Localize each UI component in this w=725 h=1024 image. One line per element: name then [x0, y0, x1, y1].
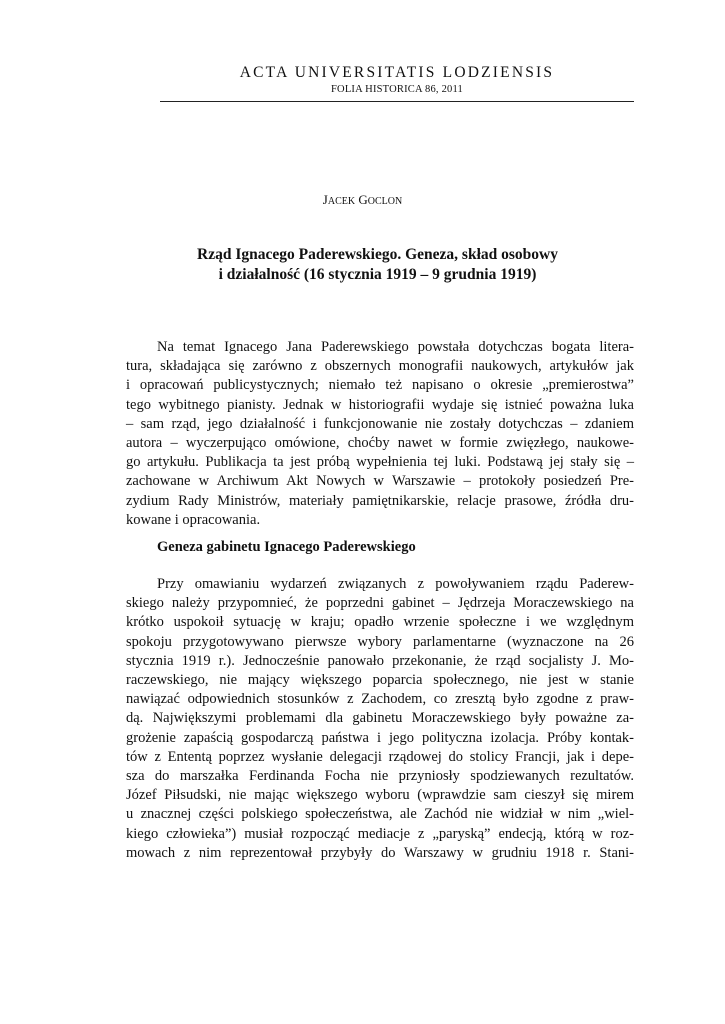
author-last-initial: G: [358, 192, 368, 207]
text-line: mowach z nim reprezentował przybyły do Warszawy w grudniu 1918 r. Stani-: [126, 844, 634, 861]
author-last-rest: OCLON: [367, 196, 403, 207]
text-line: u znacznej części polskiego społeczeństwa, ale Zachód nie widział w nim „wiel-: [126, 806, 634, 823]
author-name: [0, 192, 725, 208]
text-line: spokoju przygotowywano pierwsze wybory parlamentarne (wyznaczone na 26: [126, 633, 634, 650]
text-line: Józef Piłsudski, nie mając większego wyboru (wprawdzie sam cieszył się mirem: [126, 787, 634, 804]
text-line: tego wybitnego pianisty. Jednak w historiografii wydaje się istnieć poważna luka: [126, 396, 634, 413]
text-line: zachowane w Archiwum Akt Nowych w Warszawie – protokoły posiedzeń Pre-: [126, 473, 634, 490]
text-line: grożenie zapaścią gospodarczą państwa i jego polityczna izolacja. Próby kontak-: [126, 729, 634, 746]
paragraph-genesis: [126, 575, 634, 863]
section-heading: Geneza gabinetu Ignacego Paderewskiego: [157, 539, 416, 555]
author-first-initial: J: [322, 192, 328, 207]
journal-series: FOLIA HISTORICA 86, 2011: [331, 84, 463, 95]
article-title: [140, 245, 615, 285]
text-line: stycznia 1919 r.). Jednocześnie panowało przekonanie, że rząd socjalisty J. Mo-: [126, 652, 634, 669]
text-line: dą. Największymi problemami dla gabinetu Moraczewskiego były poważne za-: [126, 710, 634, 727]
text-line: autora – wyczerpująco omówione, choćby nawet w formie zwięzłego, naukowe-: [126, 435, 634, 452]
text-line: raczewskiego, nie mający większego poparcia społecznego, nie jest w stanie: [126, 672, 634, 689]
text-line: Na temat Ignacego Jana Paderewskiego powstała dotychczas bogata litera-: [157, 339, 634, 355]
journal-title: ACTA UNIVERSITATIS LODZIENSIS: [239, 64, 555, 81]
text-line: sza do marszałka Ferdinanda Focha nie przyniosły spodziewanych rezultatów.: [126, 768, 634, 785]
text-line: tura, składająca się zarówno z obszernych monografii naukowych, artykułów jak: [126, 358, 634, 375]
text-line: krótko uspokoił sytuację w kraju; opadło wrzenie społeczne i we względnym: [126, 614, 634, 631]
text-line: nawiązać odpowiednich stosunków z Zachodem, co zresztą było zgodne z praw-: [126, 691, 634, 708]
author-first-rest: ACEK: [327, 196, 356, 207]
title-line-2: i działalność (16 stycznia 1919 – 9 grudnia 1919): [218, 266, 537, 283]
text-line: kowane i opracowania.: [126, 511, 261, 528]
journal-header: [160, 64, 634, 96]
header-rule: [160, 101, 634, 102]
text-line: Przy omawianiu wydarzeń związanych z powoływaniem rządu Paderew-: [157, 576, 634, 592]
text-line: skiego należy przypomnieć, że poprzedni gabinet – Jędrzeja Moraczewskiego na: [126, 595, 634, 612]
text-line: go artykułu. Publikacja ta jest próbą wypełnienia tej luki. Podstawą jej stały się –: [126, 454, 634, 471]
paragraph-intro: [126, 338, 634, 530]
text-line: kiego człowieka”) musiał rozpocząć mediacje z „paryską” endecją, którą w roz-: [126, 825, 634, 842]
title-line-1: Rząd Ignacego Paderewskiego. Geneza, skład osobowy: [197, 246, 558, 263]
text-line: tów z Ententą poprzez wysłanie delegacji rządowej do stolicy Francji, jak i depe-: [126, 748, 634, 765]
text-line: zydium Rady Ministrów, materiały pamiętnikarskie, relacje prasowe, źródła dru-: [126, 492, 634, 509]
text-line: – sam rząd, jego działalność i funkcjonowanie nie zostały dotychczas – zdaniem: [126, 415, 634, 432]
text-line: i opracowań publicystycznych; niemało też napisano o okresie „premierostwa”: [126, 377, 634, 394]
